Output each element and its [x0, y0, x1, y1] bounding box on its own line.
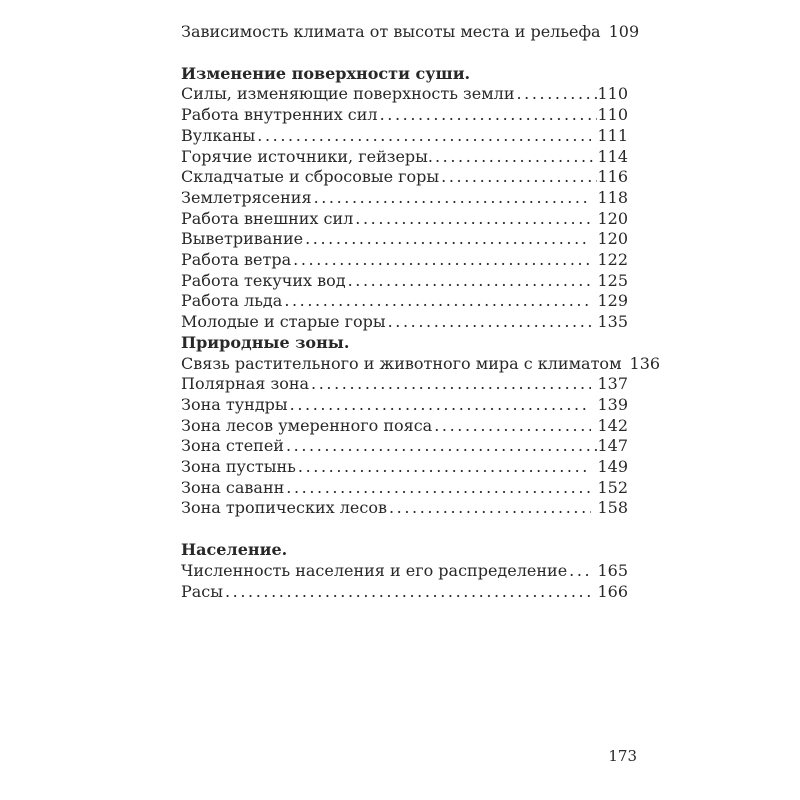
- toc-entry: [181, 436, 628, 457]
- dot-leader: [346, 271, 592, 292]
- toc-entry-page: 110: [597, 105, 628, 125]
- toc-entry: [181, 126, 628, 147]
- toc-entry-label: Расы: [181, 581, 223, 601]
- dot-leader: [387, 498, 591, 519]
- toc-entry-label: Землетрясения: [181, 187, 312, 207]
- toc-entry-page: 125: [597, 270, 628, 290]
- page-number: 173: [608, 747, 637, 765]
- toc-entry-label: Зона степей: [181, 436, 284, 456]
- toc-entry-label: Зависимость климата от высоты места и рельефа: [181, 22, 601, 41]
- toc-entry-label: Работа внутренних сил: [181, 105, 378, 125]
- toc-entry: [181, 561, 628, 582]
- toc-entry: [181, 22, 640, 43]
- toc-entry: [181, 209, 628, 230]
- toc-entry-label: Складчатые и сбросовые горы: [181, 167, 440, 187]
- toc-entry-page: 116: [597, 167, 628, 187]
- toc-entry-page: 165: [597, 560, 628, 580]
- toc-entry: [181, 416, 628, 437]
- toc-section-heading: Изменение поверхности суши.: [181, 63, 471, 83]
- toc-entry: [181, 374, 628, 395]
- dot-leader: [439, 167, 597, 188]
- toc-entry-page: 110: [597, 84, 628, 104]
- toc-entry: [181, 457, 628, 478]
- toc-entry-page: 136: [629, 353, 661, 373]
- toc-entry: [181, 250, 628, 271]
- dot-leader: [284, 478, 591, 499]
- toc-entry-label: Силы, изменяющие поверхность земли: [181, 84, 515, 104]
- toc-entry-label: Молодые и старые горы: [181, 312, 386, 332]
- toc-entry: [181, 167, 628, 188]
- toc-entry-label: Зона пустынь: [181, 457, 296, 477]
- dot-leader: [514, 84, 597, 105]
- dot-leader: [284, 436, 597, 457]
- dot-leader: [567, 561, 591, 582]
- toc-entry-label: Работа ветра: [181, 250, 292, 270]
- toc-entry-label: Горячие источники, гейзеры.: [181, 146, 433, 166]
- dot-leader: [303, 229, 591, 250]
- toc-entry-page: 111: [597, 125, 628, 145]
- dot-leader: [353, 209, 591, 230]
- dot-leader: [386, 312, 592, 333]
- toc-entry-label: Зона лесов умеренного пояса: [181, 415, 433, 435]
- toc-entry: [181, 84, 628, 105]
- toc-entry: [181, 188, 628, 209]
- toc-entry-page: 118: [597, 187, 628, 207]
- toc-section-heading: Население.: [181, 540, 288, 560]
- toc-entry-page: 122: [597, 250, 628, 270]
- dot-leader: [432, 416, 591, 437]
- toc-entry-page: 149: [597, 457, 628, 477]
- table-of-contents: [181, 22, 661, 602]
- toc-entry: [181, 312, 628, 333]
- toc-entry-label: Работа льда: [181, 291, 283, 311]
- dot-leader: [282, 291, 591, 312]
- dot-leader: [288, 395, 592, 416]
- dot-leader: [296, 457, 592, 478]
- toc-entry-label: Работа внешних сил: [181, 208, 354, 228]
- toc-entry: [181, 229, 628, 250]
- toc-entry-label: Полярная зона: [181, 374, 310, 394]
- toc-entry: [181, 395, 628, 416]
- toc-entry-page: 158: [597, 498, 628, 518]
- dot-leader: [309, 374, 591, 395]
- dot-leader: [378, 105, 598, 126]
- dot-leader: [291, 250, 591, 271]
- dot-leader: [223, 582, 591, 603]
- toc-entry-page: 120: [597, 229, 628, 249]
- toc-entry: [181, 478, 628, 499]
- toc-entry: [181, 291, 628, 312]
- toc-entry-page: 114: [597, 146, 628, 166]
- toc-entry: [181, 582, 628, 603]
- toc-entry-label: Вулканы: [181, 125, 256, 145]
- toc-entry: [181, 105, 628, 126]
- dot-leader: [312, 188, 592, 209]
- toc-entry-page: 137: [597, 374, 628, 394]
- toc-entry-page: 147: [597, 436, 628, 456]
- toc-entry-label: Зона тропических лесов: [181, 498, 387, 518]
- toc-entry-page: 135: [597, 312, 628, 332]
- toc-entry-page: 129: [597, 291, 628, 311]
- toc-entry-page: 142: [597, 415, 628, 435]
- toc-entry-label: Зона саванн: [181, 477, 285, 497]
- toc-entry-page: 109: [608, 22, 640, 41]
- toc-entry: [181, 271, 628, 292]
- toc-entry-label: Связь растительного и животного мира с климатом: [181, 353, 622, 373]
- toc-entry-label: Численность населения и его распределение: [181, 560, 568, 580]
- toc-entry-label: Зона тундры: [181, 394, 288, 414]
- toc-entry: [181, 498, 628, 519]
- toc-entry-page: 139: [597, 394, 628, 414]
- dot-leader: [433, 147, 597, 168]
- toc-entry: [181, 353, 661, 375]
- toc-entry-label: Работа текучих вод: [181, 270, 346, 290]
- toc-entry-page: 166: [597, 581, 628, 601]
- dot-leader: [255, 126, 591, 147]
- toc-entry-page: 152: [597, 477, 628, 497]
- toc-entry: [181, 147, 628, 168]
- toc-section-heading: Природные зоны.: [181, 332, 350, 352]
- toc-entry-page: 120: [597, 208, 628, 228]
- toc-entry-label: Выветривание: [181, 229, 304, 249]
